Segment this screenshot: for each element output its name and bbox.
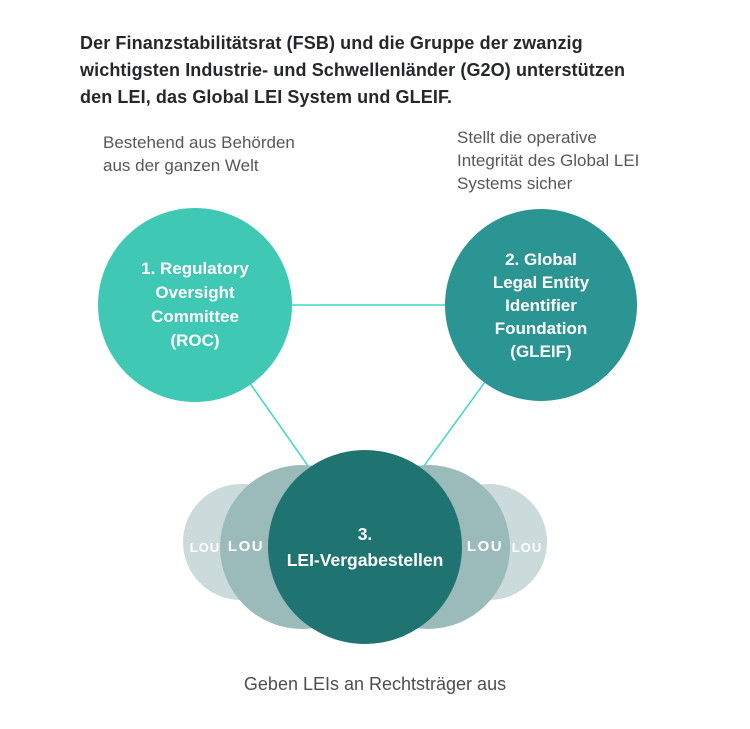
roc-node-line-1: 1. Regulatory: [141, 259, 249, 278]
gleif-node: [445, 209, 637, 401]
roc-node-line-3: Committee: [151, 307, 239, 326]
lei-issuers-node-line-1: 3.: [357, 524, 373, 544]
roc-node-line-4: (ROC): [170, 331, 220, 350]
lou-label-inner-left: LOU: [227, 538, 265, 555]
roc-node-line-2: Oversight: [155, 283, 235, 302]
gleif-node-line-5: (GLEIF): [510, 341, 572, 361]
gleif-node-line-2: Legal Entity: [492, 272, 590, 292]
issuers-caption: Geben LEIs an Rechtsträger aus: [243, 674, 507, 694]
gleif-annotation-line-1: Stellt die operative: [457, 128, 597, 147]
lou-label-outer-right: LOU: [511, 540, 543, 555]
gleif-annotation-line-3: Systems sicher: [457, 174, 573, 193]
title-line-1: Der Finanzstabilitätsrat (FSB) und die Gruppe der zwanzig: [80, 33, 583, 53]
title-line-2: wichtigsten Industrie- und Schwellenländer (G2O) unterstützen: [80, 60, 626, 80]
gleif-annotation-line-2: Integrität des Global LEI: [457, 151, 640, 170]
gleif-node-line-3: Identifier: [505, 295, 577, 315]
lei-issuers-node-line-2: LEI-Vergabestellen: [286, 550, 444, 570]
roc-annotation-line-1: Bestehend aus Behörden: [103, 133, 295, 152]
lei-issuers-node: [268, 450, 462, 644]
roc-annotation-line-2: aus der ganzen Welt: [103, 156, 259, 175]
lou-label-inner-right: LOU: [466, 538, 504, 555]
lou-label-outer-left: LOU: [189, 540, 221, 555]
gleif-node-line-1: 2. Global: [505, 249, 577, 269]
title-line-3: den LEI, das Global LEI System und GLEIF.: [80, 87, 453, 107]
roc-node: [98, 208, 292, 402]
gleif-node-line-4: Foundation: [494, 318, 588, 338]
